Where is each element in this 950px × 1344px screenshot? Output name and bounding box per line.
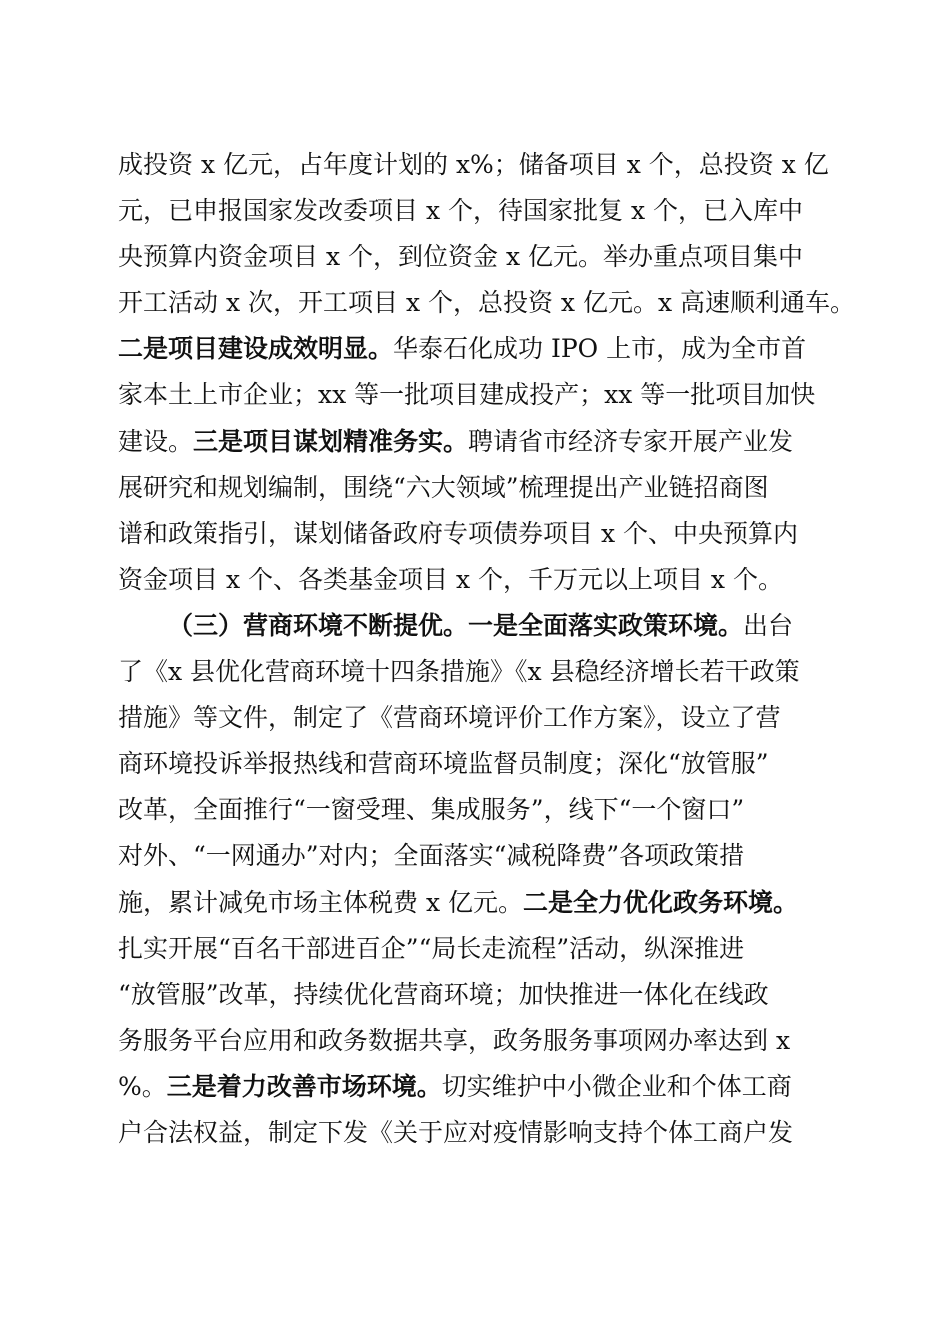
text-line-19 [118, 972, 838, 1018]
text-line-5 [118, 326, 838, 372]
text-line-2 [118, 188, 838, 234]
text-line-14 [118, 741, 838, 787]
text-run: 改革，全面推行“一窗受理、集成服务”，线下“一个窗口” [118, 795, 745, 825]
text-line-10 [118, 557, 838, 603]
text-run: 施，累计减免市场主体税费 x 亿元。 [118, 887, 523, 917]
text-run: 出台 [743, 610, 794, 640]
text-line-12 [118, 649, 838, 695]
text-line-13 [118, 695, 838, 741]
text-run: %。 [118, 1071, 167, 1101]
text-line-16 [118, 833, 838, 879]
text-run: 聘请省市经济专家开展产业发 [468, 426, 794, 456]
text-line-8 [118, 465, 838, 511]
text-line-7 [118, 419, 838, 465]
text-run: 华泰石化成功 IPO 上市，成为全市首 [393, 334, 807, 364]
text-run: 商环境投诉举报热线和营商环境监督员制度；深化“放管服” [118, 749, 769, 779]
text-run: 成投资 x 亿元，占年度计划的 x%；储备项目 x 个，总投资 x 亿 [118, 150, 829, 179]
text-run: 户合法权益，制定下发《关于应对疫情影响支持个体工商户发 [118, 1117, 794, 1147]
text-line-6 [118, 372, 838, 418]
text-line-9 [118, 511, 838, 557]
section-heading-run: （三）营商环境不断提优。一是全面落实政策环境。 [168, 610, 744, 640]
text-run: 谱和政策指引，谋划储备政府专项债券项目 x 个、中央预算内 [118, 518, 798, 548]
text-line-1 [118, 142, 838, 188]
bold-heading-run: 二是项目建设成效明显。 [118, 334, 394, 364]
text-line-21 [118, 1064, 838, 1110]
text-run: “放管服”改革，持续优化营商环境；加快推进一体化在线政 [118, 979, 769, 1009]
text-line-18 [118, 926, 838, 972]
text-line-15 [118, 787, 838, 833]
text-run: 资金项目 x 个、各类基金项目 x 个，千万元以上项目 x 个。 [118, 564, 783, 594]
text-line-4 [118, 280, 856, 326]
body-text [118, 142, 856, 1156]
text-run: 开工活动 x 次，开工项目 x 个，总投资 x 亿元。x 高速顺利通车。 [118, 288, 856, 318]
text-run: 了《x 县优化营商环境十四条措施》《x 县稳经济增长若干政策 [118, 657, 800, 687]
text-line-22 [118, 1110, 838, 1156]
text-run: 展研究和规划编制，围绕“六大领域”梳理提出产业链招商图 [118, 472, 769, 502]
text-line-20 [118, 1018, 838, 1064]
text-run: 措施》等文件，制定了《营商环境评价工作方案》，设立了营 [118, 703, 781, 733]
text-run: 切实维护中小微企业和个体工商 [441, 1071, 792, 1101]
bold-heading-run: 二是全力优化政务环境。 [523, 887, 799, 917]
text-run: 对外、“一网通办”对内；全面落实“减税降费”各项政策措 [118, 841, 745, 871]
text-line-3 [118, 234, 838, 280]
text-run: 家本土上市企业；xx 等一批项目建成投产；xx 等一批项目加快 [118, 380, 816, 410]
text-run: 扎实开展“百名干部进百企”“局长走流程”活动，纵深推进 [118, 933, 745, 963]
text-line-11 [118, 603, 838, 649]
bold-heading-run: 三是着力改善市场环境。 [166, 1071, 442, 1101]
bold-heading-run: 三是项目谋划精准务实。 [193, 426, 469, 456]
text-line-17 [118, 880, 838, 926]
text-run: 元，已申报国家发改委项目 x 个，待国家批复 x 个，已入库中 [118, 196, 803, 226]
text-run: 务服务平台应用和政务数据共享，政务服务事项网办率达到 x [118, 1025, 791, 1055]
text-run: 央预算内资金项目 x 个，到位资金 x 亿元。举办重点项目集中 [118, 242, 803, 272]
text-run: 建设。 [118, 426, 194, 456]
